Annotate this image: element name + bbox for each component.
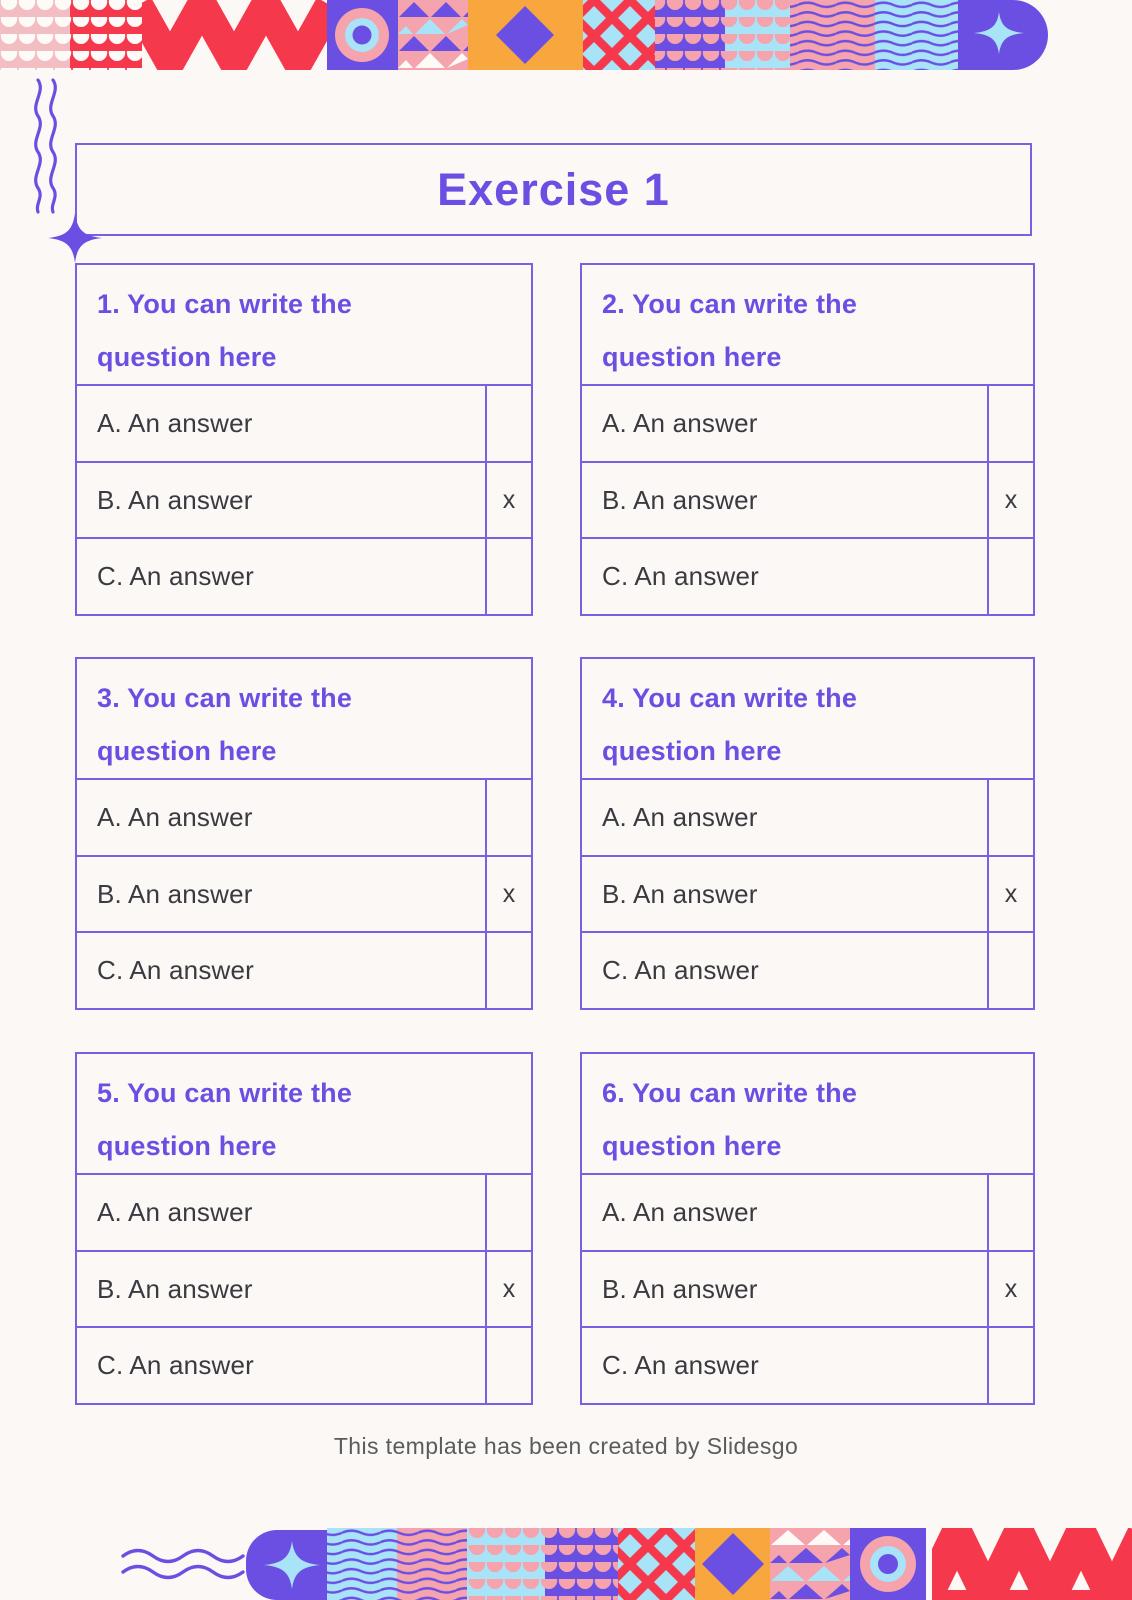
answer-label: A. An answer: [602, 407, 758, 438]
answer-row-c: [77, 537, 531, 614]
answer-label: C. An answer: [602, 1350, 760, 1381]
scallop-tile-red: [70, 0, 142, 70]
answer-row-b: [77, 855, 531, 932]
sparkle-pill: [958, 0, 1048, 70]
answer-row-b: [582, 855, 1033, 932]
question-block-1: [75, 263, 533, 616]
scallop-tile-blue: [725, 0, 790, 70]
answers-table: [77, 384, 531, 614]
question-block-6: [580, 1052, 1035, 1405]
circles-tile: [327, 0, 398, 70]
top-decorative-band: [0, 0, 1132, 70]
answer-mark-cell[interactable]: [485, 386, 531, 461]
answers-table: [582, 778, 1033, 1008]
answer-label: B. An answer: [97, 1273, 253, 1304]
answer-row-a: [77, 1175, 531, 1250]
answer-label: A. An answer: [602, 1196, 758, 1227]
answer-label: A. An answer: [97, 801, 253, 832]
triangles-tile: [770, 1528, 850, 1600]
question-text: 1. You can write the question here: [97, 289, 353, 372]
answer-row-b: [77, 1250, 531, 1327]
answer-mark-cell[interactable]: [485, 1328, 531, 1403]
answer-row-a: [77, 780, 531, 855]
answer-label: B. An answer: [602, 484, 758, 515]
answer-label: A. An answer: [97, 1196, 253, 1227]
question-text: 5. You can write the question here: [97, 1078, 353, 1161]
answer-mark-cell[interactable]: [485, 1175, 531, 1250]
answer-label: B. An answer: [602, 878, 758, 909]
answer-row-a: [582, 1175, 1033, 1250]
question-text: 2. You can write the question here: [602, 289, 858, 372]
answer-label: C. An answer: [97, 561, 255, 592]
answer-mark-cell[interactable]: x: [987, 463, 1033, 538]
answers-table: [77, 1173, 531, 1403]
answer-mark-cell[interactable]: [987, 386, 1033, 461]
answer-row-c: [582, 537, 1033, 614]
answer-mark-cell[interactable]: x: [485, 857, 531, 932]
answer-row-a: [77, 386, 531, 461]
question-block-5: [75, 1052, 533, 1405]
answer-mark-cell[interactable]: [987, 1328, 1033, 1403]
answer-mark-cell[interactable]: [987, 539, 1033, 614]
diamonds-tile-red: [583, 0, 655, 70]
question-block-2: [580, 263, 1035, 616]
waves-tile-blue: [875, 0, 958, 70]
answer-label: A. An answer: [97, 407, 253, 438]
triangles-tile: [398, 0, 468, 70]
answer-row-b: [582, 461, 1033, 538]
circles-tile: [850, 1528, 926, 1600]
title-box: [75, 143, 1032, 236]
zigzag-tile: [138, 5, 330, 62]
scallop-tile-lightpink: [0, 0, 71, 70]
answers-table: [582, 384, 1033, 614]
answer-row-b: [77, 461, 531, 538]
answer-label: A. An answer: [602, 801, 758, 832]
answer-mark-cell[interactable]: [485, 780, 531, 855]
answer-label: C. An answer: [97, 955, 255, 986]
footer-credit: This template has been created by Slidesgo: [333, 1433, 799, 1459]
answer-row-c: [77, 1326, 531, 1403]
answer-label: C. An answer: [97, 1350, 255, 1381]
page-title: Exercise 1: [437, 163, 670, 215]
answer-label: B. An answer: [602, 1273, 758, 1304]
bottom-squiggle-lines: [123, 1551, 243, 1578]
question-block-3: [75, 657, 533, 1010]
answers-table: [582, 1173, 1033, 1403]
answer-label: C. An answer: [602, 955, 760, 986]
question-text: 6. You can write the question here: [602, 1078, 858, 1161]
answer-mark-cell[interactable]: x: [485, 463, 531, 538]
question-block-4: [580, 657, 1035, 1010]
answer-mark-cell[interactable]: [987, 933, 1033, 1008]
answer-row-b: [582, 1250, 1033, 1327]
question-text: 3. You can write the question here: [97, 683, 353, 766]
waves-tile-pink: [790, 0, 875, 70]
scallop-tile-purple: [655, 0, 725, 70]
diamond-tile-orange: [468, 0, 583, 70]
title-star-icon: [45, 208, 105, 268]
answer-mark-cell[interactable]: x: [485, 1252, 531, 1327]
answer-row-c: [582, 931, 1033, 1008]
question-text: 4. You can write the question here: [602, 683, 858, 766]
diamonds-tile-red: [618, 1528, 696, 1600]
bottom-decorative-band: [0, 1528, 1132, 1600]
answer-mark-cell[interactable]: [485, 933, 531, 1008]
diamond-tile-orange: [695, 1528, 771, 1600]
zigzag-tile: [926, 1534, 1132, 1600]
sparkle-pill: [246, 1530, 330, 1600]
waves-tile-blue: [327, 1528, 398, 1600]
answer-mark-cell[interactable]: x: [987, 857, 1033, 932]
answer-label: B. An answer: [97, 878, 253, 909]
answer-row-c: [77, 931, 531, 1008]
answer-mark-cell[interactable]: [987, 780, 1033, 855]
answer-mark-cell[interactable]: [485, 539, 531, 614]
answers-table: [77, 778, 531, 1008]
waves-tile-pink: [397, 1528, 468, 1600]
answer-label: C. An answer: [602, 561, 760, 592]
scallop-tile-blue: [467, 1528, 546, 1600]
answer-row-a: [582, 780, 1033, 855]
answer-label: B. An answer: [97, 484, 253, 515]
answer-row-c: [582, 1326, 1033, 1403]
scallop-tile-purple: [545, 1528, 619, 1600]
answer-row-a: [582, 386, 1033, 461]
answer-mark-cell[interactable]: x: [987, 1252, 1033, 1327]
answer-mark-cell[interactable]: [987, 1175, 1033, 1250]
